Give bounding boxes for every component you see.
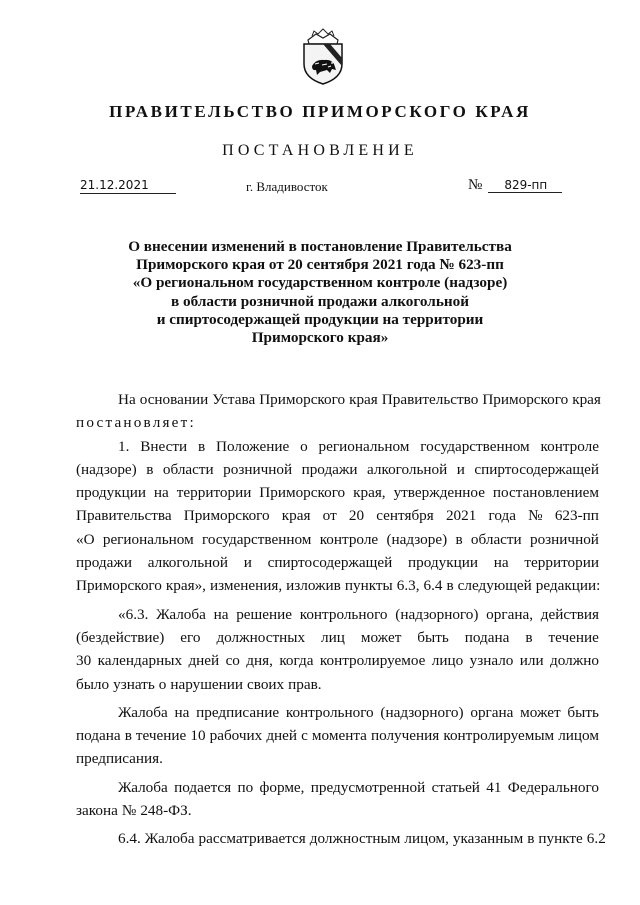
word: подается	[174, 778, 232, 796]
word: Жалоба	[118, 778, 168, 796]
word: пункты	[344, 577, 393, 595]
word: лиц	[321, 628, 345, 646]
word: когда	[279, 652, 314, 670]
word: 6.2	[586, 830, 606, 848]
word: течение	[135, 727, 187, 745]
text-line	[76, 528, 599, 551]
word: края»,	[165, 577, 206, 595]
word: области	[470, 530, 522, 548]
word: края	[281, 507, 311, 525]
word: в	[124, 727, 132, 745]
text-line	[76, 574, 599, 597]
text-line	[76, 649, 599, 672]
word: Приморского	[76, 577, 162, 595]
text-line	[76, 827, 606, 850]
word: течение	[548, 628, 599, 646]
word: 6.4.	[118, 830, 141, 848]
word: на	[213, 605, 229, 623]
text-line	[76, 701, 599, 724]
word: от	[322, 507, 337, 525]
word: 10	[190, 727, 206, 745]
word: в	[446, 577, 454, 595]
word: (надзоре)	[386, 530, 448, 548]
word: закона	[76, 802, 118, 820]
word: в	[525, 628, 533, 646]
word: 30	[76, 652, 92, 670]
word: постановлением	[492, 484, 599, 502]
word: органа,	[486, 605, 533, 623]
text-line	[76, 388, 599, 411]
word: №	[121, 802, 137, 820]
word: года	[488, 507, 516, 525]
word: 623-пп	[554, 507, 599, 525]
word: Устава	[212, 391, 256, 408]
coat-of-arms-icon	[300, 26, 346, 86]
word: области	[162, 460, 214, 478]
word: может	[520, 703, 561, 721]
text-line	[76, 747, 599, 770]
word: края	[572, 391, 601, 408]
paragraph	[76, 435, 599, 598]
word: региональном	[102, 530, 194, 548]
word: дня,	[246, 652, 273, 670]
word: дней	[266, 727, 298, 745]
word: постановляет:	[76, 414, 196, 432]
word: по	[237, 778, 254, 796]
paragraph	[76, 701, 599, 771]
word: своих	[247, 675, 285, 693]
word: Федерального	[507, 778, 599, 796]
heading-line: в области розничной продажи алкогольной	[171, 292, 469, 310]
heading-line: Приморского края от 20 сентября 2021 года № 623-пп	[136, 256, 504, 274]
word: Правительство	[381, 391, 479, 408]
word: контролируемым	[443, 727, 555, 745]
word: (надзорного)	[380, 703, 464, 721]
document-date: 21.12.2021	[80, 178, 176, 194]
word: государственном	[201, 530, 312, 548]
word: со	[225, 652, 240, 670]
word: было	[76, 675, 110, 693]
word: в	[198, 437, 206, 455]
word: указанным	[452, 830, 524, 848]
word: узнать	[113, 675, 155, 693]
paragraph	[76, 827, 606, 850]
heading-line: и спиртосодержащей продукции на территории	[156, 310, 484, 328]
word: изменения,	[209, 577, 283, 595]
word: на	[174, 703, 190, 721]
word: продажи	[301, 460, 358, 478]
word: Приморского	[482, 391, 569, 408]
word: (бездействие)	[76, 628, 165, 646]
word: рассматривается	[198, 830, 306, 848]
word: в	[146, 460, 154, 478]
word: региональном	[318, 437, 410, 455]
word: подана	[76, 727, 121, 745]
text-line	[76, 724, 599, 747]
word: (надзорного)	[395, 605, 479, 623]
word: календарных	[97, 652, 183, 670]
word: 6.4	[423, 577, 443, 595]
document-type: ПОСТАНОВЛЕНИЕ	[222, 142, 418, 159]
word: спиртосодержащей	[267, 554, 393, 572]
word: На	[118, 391, 136, 408]
word: государственном	[420, 437, 530, 455]
word: Положение	[216, 437, 290, 455]
word: лицо	[431, 652, 464, 670]
word: на	[153, 484, 169, 502]
word: с	[301, 727, 308, 745]
word: продажи	[76, 554, 132, 572]
word: может	[360, 628, 402, 646]
paragraph	[76, 776, 599, 823]
paragraph	[76, 603, 599, 696]
document-body	[76, 388, 606, 856]
number-sign: №	[468, 177, 483, 193]
word: предусмотренной	[310, 778, 426, 796]
word: узнало	[469, 652, 514, 670]
word: контроле	[540, 437, 599, 455]
document-number-block	[468, 177, 562, 194]
word: в	[527, 830, 535, 848]
paragraph	[76, 388, 599, 411]
text-line	[76, 435, 599, 458]
word: 6.3,	[396, 577, 420, 595]
word: «6.3.	[118, 605, 149, 623]
word: «О	[76, 530, 95, 548]
word: Правительства	[76, 507, 172, 525]
heading-line: «О региональном государственном контроле (надзоре)	[132, 274, 508, 292]
word: Приморского	[183, 507, 270, 525]
text-line	[76, 411, 599, 434]
heading-line: О внесении изменений в постановление Правительства	[128, 238, 512, 255]
word: или	[519, 652, 544, 670]
heading-line: Приморского края»	[251, 329, 389, 347]
text-line	[76, 504, 599, 527]
word: должностных	[216, 628, 306, 646]
word: форме,	[259, 778, 305, 796]
word: редакции:	[535, 577, 601, 595]
document-city: г. Владивосток	[246, 179, 328, 194]
word: быть	[567, 703, 599, 721]
word: 2021	[445, 507, 477, 525]
word: его	[180, 628, 201, 646]
text-line	[76, 799, 599, 822]
word: территории	[524, 554, 599, 572]
word: рабочих	[209, 727, 263, 745]
word: контроле	[319, 530, 379, 548]
word: спиртосодержащей	[474, 460, 599, 478]
document-number: 829-пп	[488, 178, 562, 193]
word: утвержденное	[393, 484, 485, 502]
word: предписания.	[76, 750, 163, 768]
word: №	[528, 507, 543, 525]
word: органа	[470, 703, 514, 721]
word: лицом,	[404, 830, 449, 848]
word: 20	[348, 507, 365, 525]
word: о	[158, 675, 167, 693]
word: должностным	[309, 830, 401, 848]
word: территории	[176, 484, 252, 502]
word: (надзоре)	[76, 460, 137, 478]
word: на	[493, 554, 509, 572]
text-line	[76, 776, 599, 799]
word: розничной	[529, 530, 599, 548]
text-line	[76, 626, 599, 649]
word: контролируемое	[319, 652, 426, 670]
word: лицом	[558, 727, 599, 745]
word: Приморского	[259, 484, 346, 502]
paragraph	[76, 411, 599, 434]
word: контрольного	[299, 605, 388, 623]
word: быть	[417, 628, 449, 646]
word: изложив	[286, 577, 341, 595]
word: Жалоба	[118, 703, 168, 721]
word: в	[455, 530, 463, 548]
text-line	[76, 458, 599, 481]
word: Жалоба	[144, 830, 195, 848]
word: о	[300, 437, 308, 455]
text-line	[76, 551, 599, 574]
word: прав.	[288, 675, 322, 693]
word: края,	[353, 484, 386, 502]
word: края	[349, 391, 378, 408]
word: подана	[464, 628, 510, 646]
word: должно	[550, 652, 599, 670]
word: розничной	[223, 460, 293, 478]
word: действия	[540, 605, 599, 623]
word: 1.	[118, 437, 130, 455]
word: Приморского	[259, 391, 346, 408]
word: и	[243, 554, 252, 572]
word: 41	[486, 778, 502, 796]
word: пункте	[538, 830, 583, 848]
word: предписание	[196, 703, 280, 721]
word: дней	[188, 652, 220, 670]
text-line	[76, 481, 599, 504]
word: сентября	[376, 507, 434, 525]
word: 248-ФЗ.	[140, 802, 192, 820]
word: продукции	[76, 484, 146, 502]
word: алкогольной	[367, 460, 448, 478]
word: момента	[311, 727, 367, 745]
word: статьей	[431, 778, 480, 796]
word: нарушении	[170, 675, 244, 693]
word: Внести	[140, 437, 188, 455]
document-heading	[40, 238, 600, 347]
word: основании	[139, 391, 209, 408]
text-line	[76, 603, 599, 626]
word: Жалоба	[156, 605, 206, 623]
word: контрольного	[285, 703, 374, 721]
word: следующей	[457, 577, 532, 595]
word: и	[456, 460, 465, 478]
paragraph-gap	[76, 851, 599, 856]
word: решение	[236, 605, 292, 623]
word: продукции	[408, 554, 478, 572]
organization-title: ПРАВИТЕЛЬСТВО ПРИМОРСКОГО КРАЯ	[109, 102, 531, 121]
text-line	[76, 673, 599, 696]
word: алкогольной	[147, 554, 228, 572]
word: получения	[370, 727, 440, 745]
